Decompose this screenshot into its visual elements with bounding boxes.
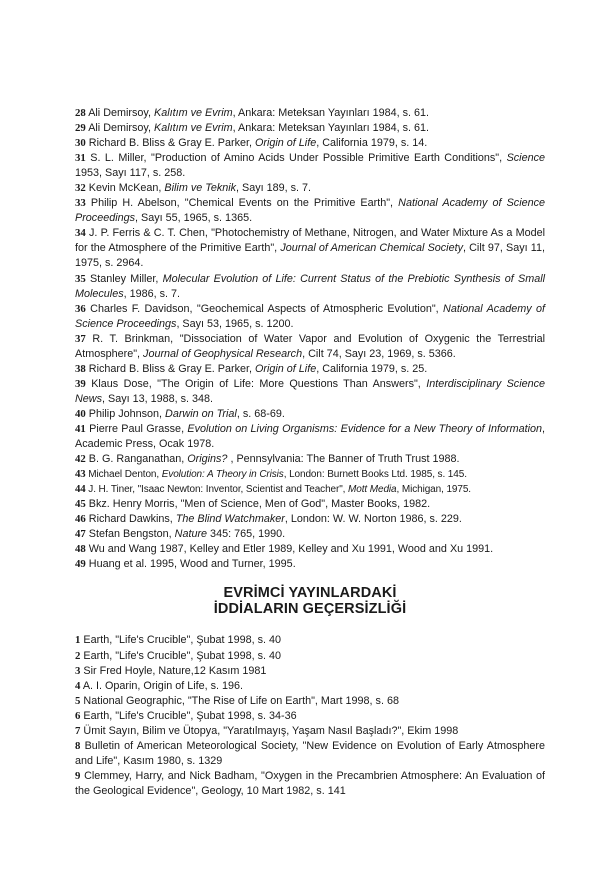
reference-title: Molecular Evolution of Life: Current Status of the Prebiotic Synthesis of Small Molecules: [75, 272, 545, 300]
reference-text: Richard Dawkins,: [88, 513, 176, 526]
reference-title: Evolution on Living Organisms: Evidence for a New Theory of Information: [187, 422, 542, 435]
reference-number: 34: [75, 227, 86, 240]
reference-title: The Blind Watchmaker: [175, 513, 285, 526]
reference-item: [75, 724, 545, 739]
reference-number: 32: [75, 182, 86, 195]
reference-text: Earth, "Life's Crucible", Şubat 1998, s. 40: [83, 649, 281, 662]
reference-title: Interdisciplinary Science News: [75, 377, 546, 405]
reference-item: [75, 527, 545, 542]
reference-item: [75, 181, 545, 196]
reference-number: 42: [75, 453, 86, 466]
reference-text: Stanley Miller,: [90, 272, 163, 285]
reference-text: , s. 68-69.: [236, 407, 285, 420]
reference-text: Richard B. Bliss & Gray E. Parker,: [88, 362, 255, 375]
reference-text: 1953, Sayı 117, s. 258.: [75, 167, 186, 180]
reference-text: Philip Johnson,: [88, 407, 166, 420]
reference-item: [75, 136, 545, 151]
reference-title: Origin of Life: [255, 362, 317, 375]
reference-number: 36: [75, 302, 86, 315]
reference-item: [75, 151, 545, 181]
reference-text: Richard B. Bliss & Gray E. Parker,: [88, 137, 255, 150]
reference-number: 4: [75, 679, 81, 692]
reference-title: Journal of Geophysical Research: [143, 347, 303, 360]
reference-text: Kevin McKean,: [88, 182, 165, 195]
reference-item: [75, 196, 545, 226]
reference-text: National Geographic, "The Rise of Life on Earth", Mart 1998, s. 68: [83, 694, 399, 707]
reference-text: , California 1979, s. 25.: [316, 362, 428, 375]
reference-item: [75, 739, 545, 769]
reference-text: A. I. Oparin, Origin of Life, s. 196.: [82, 679, 244, 692]
reference-number: 1: [75, 634, 81, 647]
reference-title: Darwin on Trial: [165, 407, 237, 420]
reference-text: Philip H. Abelson, "Chemical Events on the Primitive Earth",: [90, 197, 399, 210]
reference-text: Earth, "Life's Crucible", Şubat 1998, s. 34-36: [83, 709, 297, 722]
reference-text: , Sayı 55, 1965, s. 1365.: [135, 212, 253, 225]
reference-text: , Ankara: Meteksan Yayınları 1984, s. 61.: [232, 107, 430, 119]
reference-text: , Cilt 74, Sayı 23, 1969, s. 5366.: [302, 347, 456, 360]
reference-text: R. T. Brinkman, "Dissociation of Water Vapor and Evolution of Oxygenic the Terrestrial Atmosphere",: [75, 332, 545, 360]
reference-title: Bilim ve Teknik: [164, 182, 237, 195]
reference-text: J. H. Tiner, "Isaac Newton: Inventor, Scientist and Teacher",: [88, 484, 349, 496]
reference-text: Klaus Dose, "The Origin of Life: More Questions Than Answers",: [91, 377, 427, 390]
reference-item: [75, 542, 545, 557]
reference-text: Pierre Paul Grasse,: [89, 422, 188, 435]
reference-number: 29: [75, 122, 86, 135]
reference-item: [75, 226, 545, 271]
reference-number: 35: [75, 272, 86, 285]
reference-number: 43: [75, 468, 86, 481]
reference-item: [75, 497, 545, 512]
reference-number: 46: [75, 513, 86, 526]
reference-number: 28: [75, 107, 86, 119]
reference-item: [75, 694, 545, 709]
reference-item: [75, 452, 545, 467]
reference-item: [75, 557, 545, 572]
reference-item: [75, 422, 545, 452]
reference-title: Evolution: A Theory in Crisis: [161, 469, 284, 481]
reference-text: , 1986, s. 7.: [123, 287, 181, 300]
reference-item: [75, 121, 545, 136]
reference-list-top: [75, 106, 545, 572]
reference-text: Sir Fred Hoyle, Nature,12 Kasım 1981: [83, 664, 267, 677]
reference-number: 2: [75, 649, 81, 662]
reference-title: Kalıtım ve Evrim: [154, 122, 233, 135]
reference-number: 41: [75, 422, 86, 435]
reference-text: Stefan Bengston,: [88, 528, 175, 541]
reference-title: Kalıtım ve Evrim: [154, 107, 233, 119]
reference-item: [75, 362, 545, 377]
reference-text: Wu and Wang 1987, Kelley and Etler 1989, Kelley and Xu 1991, Wood and Xu 1991.: [88, 543, 494, 556]
section-title: [75, 585, 545, 617]
section-title-line-1: EVRİMCİ YAYINLARDAKİ: [223, 585, 397, 602]
reference-text: J. P. Ferris & C. T. Chen, "Photochemistry of Methane, Nitrogen, and Water Mixture As a Model for the Atmosphere of the Primitive Earth",: [75, 227, 545, 255]
reference-text: Earth, "Life's Crucible", Şubat 1998, s. 40: [83, 634, 281, 647]
reference-number: 47: [75, 528, 86, 541]
reference-number: 30: [75, 137, 86, 150]
reference-list-bottom: [75, 633, 545, 799]
reference-text: Clemmey, Harry, and Nick Badham, "Oxygen in the Precambrien Atmosphere: An Evaluation of the Geological Evidence", Geology, 10 Mart 1982, s. 141: [75, 769, 545, 797]
reference-number: 3: [75, 664, 81, 677]
reference-item: [75, 482, 545, 497]
reference-number: 5: [75, 694, 81, 707]
reference-item: [75, 272, 545, 302]
reference-text: 345: 765, 1990.: [207, 528, 286, 541]
reference-title: National Academy of Science Proceedings: [75, 197, 546, 225]
reference-title: Origin of Life: [255, 137, 317, 150]
reference-title: Science: [506, 152, 545, 165]
reference-text: , Cilt 97, Sayı 11, 1975, s. 2964.: [75, 242, 546, 270]
reference-number: 44: [75, 483, 86, 496]
reference-text: , London: Burnett Books Ltd. 1985, s. 145.: [283, 469, 467, 481]
reference-item: [75, 302, 545, 332]
reference-number: 6: [75, 709, 81, 722]
reference-item: [75, 377, 545, 407]
reference-text: Charles F. Davidson, "Geochemical Aspects of Atmospheric Evolution",: [90, 302, 444, 315]
reference-number: 9: [75, 769, 81, 782]
reference-text: B. G. Ranganathan,: [88, 453, 188, 466]
reference-text: , Ankara: Meteksan Yayınları 1984, s. 61.: [232, 122, 430, 135]
reference-item: [75, 332, 545, 362]
reference-text: S. L. Miller, "Production of Amino Acids Under Possible Primitive Earth Conditions",: [90, 152, 507, 165]
reference-title: Journal of American Chemical Society: [280, 242, 463, 255]
reference-text: Huang et al. 1995, Wood and Turner, 1995.: [88, 558, 296, 571]
reference-text: Ümit Sayın, Bilim ve Ütopya, "Yaratılmayış, Yaşam Nasıl Başladı?", Ekim 1998: [83, 724, 459, 737]
reference-item: [75, 769, 545, 799]
reference-item: [75, 664, 545, 679]
reference-item: [75, 106, 545, 121]
reference-title: Mott Media: [348, 484, 397, 496]
reference-text: , California 1979, s. 14.: [316, 137, 428, 150]
reference-title: Nature: [174, 528, 208, 541]
reference-text: , Pennsylvania: The Banner of Truth Trust 1988.: [227, 453, 460, 466]
reference-item: [75, 679, 545, 694]
reference-text: Michael Denton,: [88, 469, 162, 481]
reference-number: 39: [75, 377, 86, 390]
reference-title: Origins?: [187, 453, 228, 466]
reference-text: , London: W. W. Norton 1986, s. 229.: [284, 513, 462, 526]
reference-item: [75, 633, 545, 648]
reference-number: 49: [75, 558, 86, 571]
reference-item: [75, 709, 545, 724]
reference-number: 45: [75, 498, 86, 511]
reference-text: Bulletin of American Meteorological Society, "New Evidence on Evolution of Early Atmosphere and Life", Kasım 1980, s. 1329: [75, 739, 545, 767]
reference-number: 40: [75, 407, 86, 420]
reference-text: Bkz. Henry Morris, "Men of Science, Men of God", Master Books, 1982.: [88, 498, 431, 511]
reference-text: , Academic Press, Ocak 1978.: [75, 422, 545, 451]
reference-title: National Academy of Science Proceedings: [75, 302, 545, 330]
page: [75, 106, 545, 799]
reference-text: Ali Demirsoy,: [88, 122, 154, 135]
reference-item: [75, 512, 545, 527]
reference-number: 31: [75, 152, 86, 165]
reference-number: 7: [75, 724, 81, 737]
reference-item: [75, 467, 545, 482]
reference-number: 37: [75, 332, 86, 345]
reference-text: , Michigan, 1975.: [396, 484, 471, 496]
reference-item: [75, 407, 545, 422]
reference-text: , Sayı 13, 1988, s. 348.: [102, 392, 214, 405]
reference-number: 38: [75, 362, 86, 375]
reference-item: [75, 649, 545, 664]
reference-text: Ali Demirsoy,: [88, 107, 154, 119]
reference-text: , Sayı 53, 1965, s. 1200.: [176, 317, 294, 330]
reference-number: 33: [75, 197, 86, 210]
reference-text: , Sayı 189, s. 7.: [236, 182, 312, 195]
section-title-line-2: İDDİALARIN GEÇERSİZLİĞİ: [213, 601, 407, 618]
reference-number: 48: [75, 543, 86, 556]
reference-number: 8: [75, 739, 81, 752]
